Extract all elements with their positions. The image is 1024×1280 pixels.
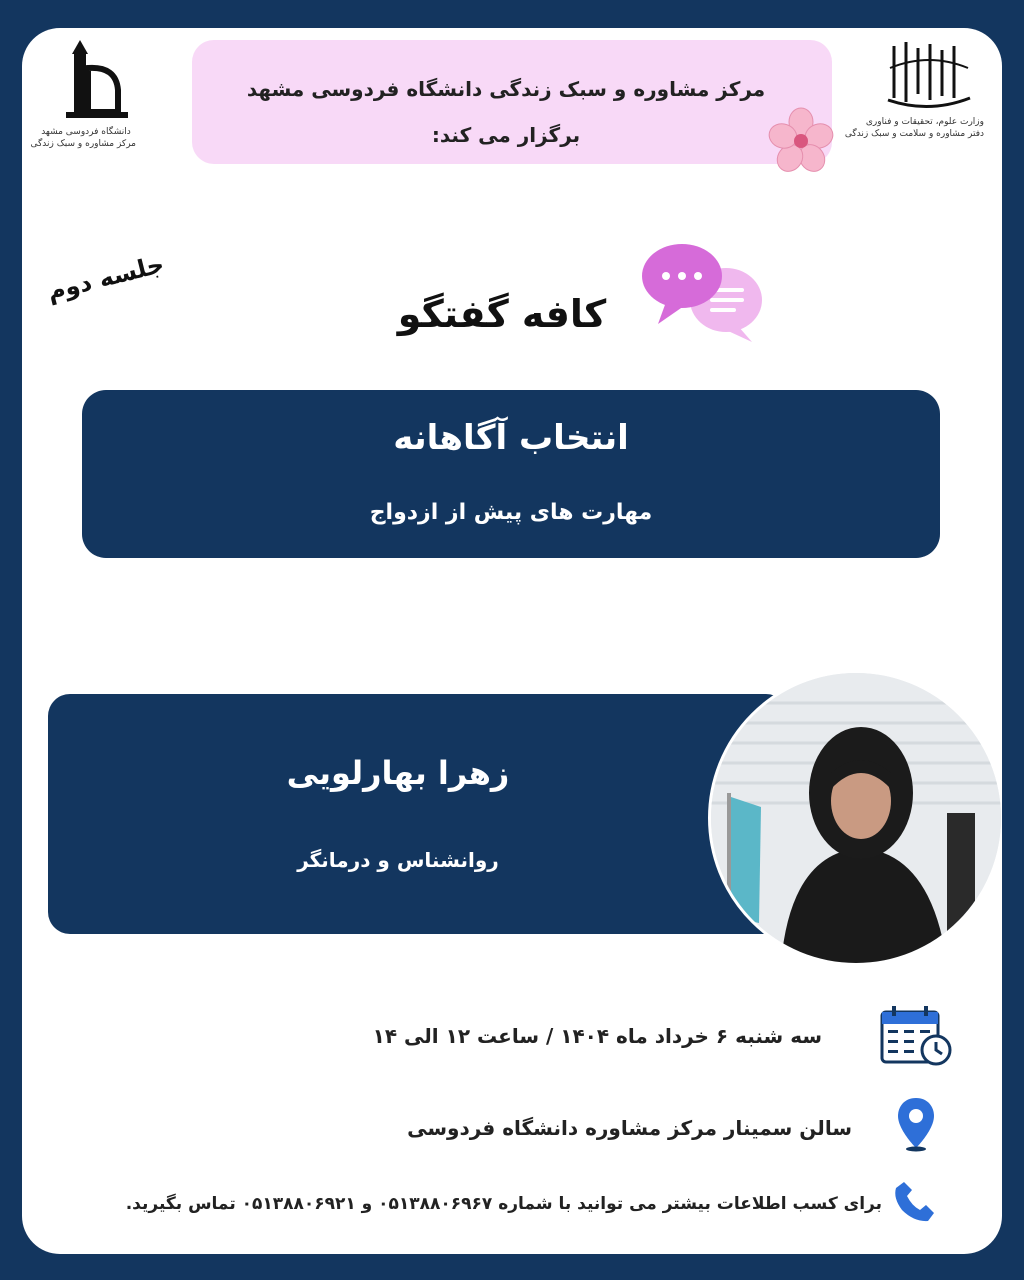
calendar-clock-icon xyxy=(878,1004,954,1068)
poster-card xyxy=(22,28,1002,1254)
left-logo-caption-2: مرکز مشاوره و سبک زندگی xyxy=(30,139,136,149)
blossom-icon xyxy=(766,106,836,176)
counseling-office-logo xyxy=(844,38,984,148)
organizer-line-1: مرکز مشاوره و سبک زندگی دانشگاه فردوسی مشهد xyxy=(246,77,766,101)
organizer-line-2: برگزار می کند: xyxy=(431,123,581,147)
speaker-photo xyxy=(708,670,1002,966)
location-pin-icon xyxy=(894,1096,938,1152)
minaret-icon xyxy=(36,38,136,122)
chat-bubbles-icon xyxy=(622,240,772,344)
topic-panel xyxy=(82,390,940,558)
topic-subtitle: مهارت های پیش از ازدواج xyxy=(369,500,653,525)
right-logo-caption-1: وزارت علوم، تحقیقات و فناوری xyxy=(865,117,984,127)
calligraphy-emblem-icon xyxy=(874,38,984,112)
topic-title: انتخاب آگاهانه xyxy=(393,418,629,458)
left-logo-caption-1: دانشگاه فردوسی مشهد xyxy=(41,127,131,137)
session-label: جلسه دوم xyxy=(44,249,167,307)
speaker-panel xyxy=(48,694,788,934)
speaker-name: زهرا بهارلویی xyxy=(286,754,510,792)
ferdowsi-university-logo xyxy=(30,38,136,168)
right-logo-caption-2: دفتر مشاوره و سلامت و سبک زندگی xyxy=(844,129,984,139)
series-title: کافه گفتگو xyxy=(397,292,607,336)
organizer-text xyxy=(206,66,806,158)
event-location: سالن سمینار مرکز مشاوره دانشگاه فردوسی xyxy=(407,1116,852,1140)
phone-icon xyxy=(890,1178,938,1226)
person-avatar-icon xyxy=(711,673,1001,963)
organizer-banner xyxy=(192,40,832,164)
event-datetime: سه شنبه ۶ خرداد ماه ۱۴۰۴ / ساعت ۱۲ الی ۱۴ xyxy=(372,1024,822,1048)
speaker-role: روانشناس و درمانگر xyxy=(297,848,499,872)
contact-info: برای کسب اطلاعات بیشتر می توانید با شماره ۰۵۱۳۸۸۰۶۹۶۷ و ۰۵۱۳۸۸۰۶۹۲۱ تماس بگیرید. xyxy=(125,1194,882,1214)
